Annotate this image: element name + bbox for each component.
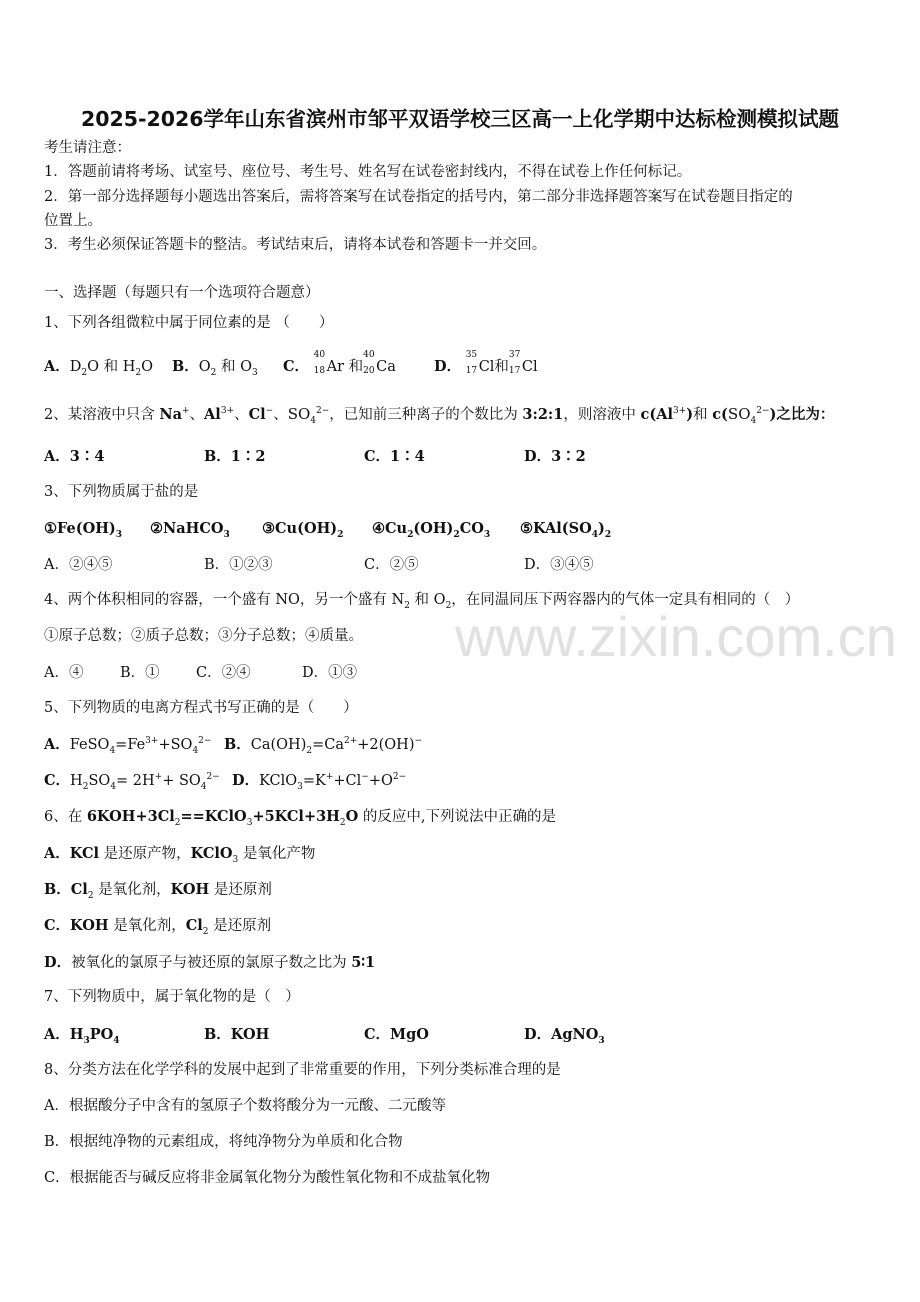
q2-option-d: D．3∶2 bbox=[524, 448, 586, 465]
q1-option-c: C． 40 18 Ar 和 40 20 Ca bbox=[283, 350, 396, 376]
q7-option-d: D．AgNO$_3$ bbox=[524, 1026, 605, 1046]
sulfate-formula: $SO_4^{2-}$ bbox=[287, 405, 330, 426]
nuclide-ar40: 40 18 Ar bbox=[313, 350, 345, 376]
q5-stem: 5、下列物质的电离方程式书写正确的是（ ） bbox=[44, 700, 358, 716]
q8-option-c: C．根据能否与碱反应将非金属氧化物分为酸性氧化物和不成盐氧化物 bbox=[44, 1170, 491, 1186]
q4-substem: ①原子总数；②质子总数；③分子总数；④质量。 bbox=[44, 628, 363, 644]
q2-option-b: B．1∶2 bbox=[204, 448, 266, 465]
notice-item-2: 2．第一部分选择题每小题选出答案后，需将答案写在试卷指定的括号内，第二部分非选择题答案写在试卷题目指定的 bbox=[44, 189, 793, 205]
q4-option-a: A．④ bbox=[44, 665, 84, 681]
q8-stem: 8、分类方法在化学学科的发展中起到了非常重要的作用，下列分类标准合理的是 bbox=[44, 1062, 561, 1078]
watermark: www.zixin.com.cn bbox=[455, 605, 897, 668]
sulfate-formula-2: $SO_4^{2-}$ bbox=[727, 405, 770, 426]
q6-option-d: D．被氧化的氯原子与被还原的氯原子数之比为 5∶1 bbox=[44, 954, 376, 971]
q4-option-c: C．②④ bbox=[196, 665, 251, 681]
q3-option-c: C．②⑤ bbox=[364, 557, 419, 573]
q5-option-d: D．$KClO_3=K^++Cl^-+O^{2-}$ bbox=[232, 772, 407, 792]
q6-option-c: C．KOH 是氧化剂，$Cl_2$ 是还原剂 bbox=[44, 917, 272, 937]
q7-option-b: B．KOH bbox=[204, 1026, 270, 1043]
q3-option-b: B．①②③ bbox=[204, 557, 273, 573]
q3-item-5: $⑤KAl(SO_4)_2$ bbox=[520, 520, 612, 540]
section-heading: 一、选择题（每题只有一个选项符合题意） bbox=[44, 285, 320, 301]
page-title: 2025-2026学年山东省滨州市邹平双语学校三区高一上化学期中达标检测模拟试题 bbox=[80, 107, 840, 131]
q5-option-a: A．$FeSO_4=Fe^{3+}+SO_4^{2-}$ bbox=[44, 736, 212, 756]
q3-item-4: $④Cu_2(OH)_2CO_3$ bbox=[372, 520, 491, 540]
q7-option-a: A．$H_3PO_4$ bbox=[44, 1026, 120, 1046]
notice-item-1: 1．答题前请将考场、试室号、座位号、考生号、姓名写在试卷密封线内，不得在试卷上作任何标记。 bbox=[44, 164, 692, 180]
nuclide-cl37: 37 17 Cl bbox=[508, 350, 538, 376]
q5-option-c: C．$H_2SO_4= 2H^++ SO_4^{2-}$ bbox=[44, 772, 220, 792]
q1-option-b: B．$O_2$ 和 $O_3$ bbox=[172, 358, 258, 378]
q6-stem: 6、在 $6KOH+3Cl_2==KClO_3+5KCl+3H_2O$ 的反应中,下列说法中正确的是 bbox=[44, 808, 556, 828]
q3-stem: 3、下列物质属于盐的是 bbox=[44, 484, 199, 500]
q8-option-b: B．根据纯净物的元素组成，将纯净物分为单质和化合物 bbox=[44, 1134, 403, 1150]
notice-item-2-cont: 位置上。 bbox=[44, 213, 102, 229]
q4-option-b: B．① bbox=[120, 665, 160, 681]
q8-option-a: A．根据酸分子中含有的氢原子个数将酸分为一元酸、二元酸等 bbox=[44, 1098, 446, 1114]
q3-item-1: $①Fe(OH)_3$ bbox=[44, 520, 123, 540]
q3-option-d: D．③④⑤ bbox=[524, 557, 594, 573]
q6-option-a: A．KCl 是还原产物，KClO$_3$ 是氧化产物 bbox=[44, 845, 316, 865]
q7-stem: 7、下列物质中，属于氧化物的是（ ） bbox=[44, 989, 300, 1005]
q7-option-c: C．MgO bbox=[364, 1026, 429, 1043]
q3-item-2: ②NaHCO$_3$ bbox=[150, 520, 230, 540]
notice-item-3: 3．考生必须保证答题卡的整洁。考试结束后，请将本试卷和答题卡一并交回。 bbox=[44, 237, 547, 253]
q6-option-b: B．$Cl_2$ 是氧化剂，KOH 是还原剂 bbox=[44, 881, 272, 901]
q3-option-a: A．②④⑤ bbox=[44, 557, 113, 573]
q4-option-d: D．①③ bbox=[302, 665, 358, 681]
notice-heading: 考生请注意： bbox=[44, 140, 131, 156]
nuclide-cl35: 35 17 Cl bbox=[465, 350, 495, 376]
q1-option-d: D． 35 17 Cl和 37 17 Cl bbox=[434, 350, 538, 376]
q3-item-3: $③Cu(OH)_2$ bbox=[262, 520, 344, 540]
q2-option-a: A．3∶4 bbox=[44, 448, 105, 465]
q2-option-c: C．1∶4 bbox=[364, 448, 425, 465]
q1-stem: 1、下列各组微粒中属于同位素的是 （ ） bbox=[44, 315, 334, 331]
nuclide-ca40: 40 20 Ca bbox=[363, 350, 396, 376]
q2-stem: 2、某溶液中只含 Na+、$Al^{3+}$、Cl−、$SO_4^{2-}$，已知前三种离子的个数比为 3:2:1，则溶液中 $c(Al^{3+})$和 $c(SO_4^{2-})$之比为： bbox=[44, 405, 835, 426]
q1-option-a: A．$D_2O$ 和 $H_2O$ bbox=[44, 358, 154, 378]
q4-stem: 4、两个体积相同的容器，一个盛有 NO，另一个盛有 $N_2$ 和 $O_2$，在同温同压下两容器内的气体一定具有相同的（ ） bbox=[44, 592, 800, 611]
q5-option-b: B．$Ca(OH)_2=Ca^{2+}+2(OH)^-$ bbox=[224, 736, 423, 756]
